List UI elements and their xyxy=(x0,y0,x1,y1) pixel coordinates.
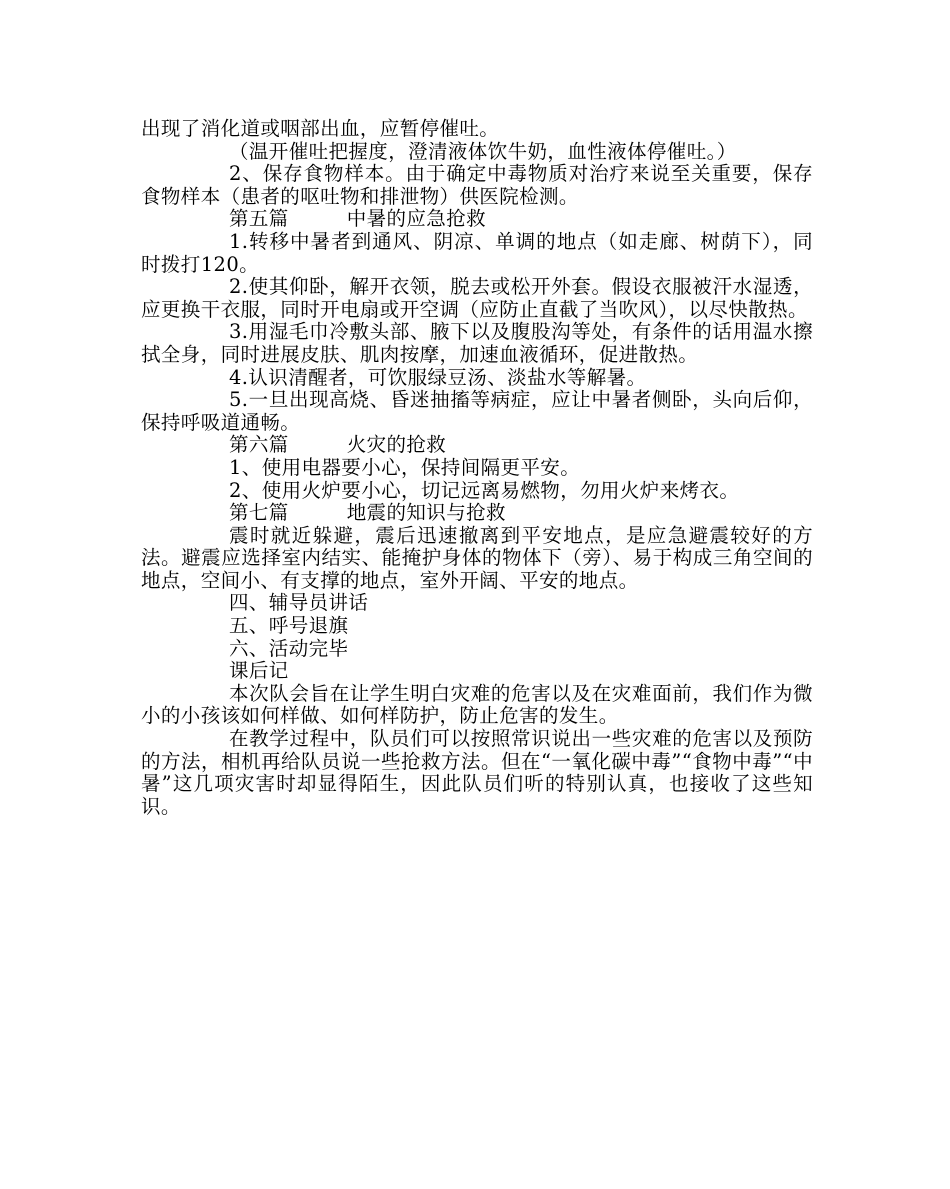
heatstroke-step-1: 1.转移中暑者到通风、阴凉、单调的地点（如走廊、树荫下），同时拨打120。 xyxy=(141,229,813,276)
fire-step-1: 1、使用电器要小心，保持间隔更平安。 xyxy=(229,455,581,479)
section-heading-5 xyxy=(141,208,813,231)
after-class-paragraph-2: 在教学过程中，队员们可以按照常识说出一些灾难的危害以及预防的方法，相机再给队员说一些抢救方法。但在“一氧化碳中毒”“食物中毒”“中暑”这几项灾害时却显得陌生，因此队员们听的特别认真，也接收了这些知识。 xyxy=(141,727,813,818)
section-title: 火灾的抢救 xyxy=(346,433,447,457)
fire-step-2: 2、使用火炉要小心，切记远离易燃物，勿用火炉来烤衣。 xyxy=(229,478,740,502)
section-heading-7 xyxy=(141,502,813,525)
section-title: 地震的知识与抢救 xyxy=(346,501,506,525)
document-page xyxy=(141,118,813,818)
agenda-step-5: 五、呼号退旗 xyxy=(229,614,349,638)
after-class-title: 课后记 xyxy=(229,659,289,683)
heatstroke-step-5: 5.一旦出现高烧、昏迷抽搐等病症，应让中暑者侧卧，头向后仰，保持呼吸道通畅。 xyxy=(141,388,813,434)
heatstroke-step-3: 3.用湿毛巾冷敷头部、腋下以及腹股沟等处，有条件的话用温水擦拭全身，同时进展皮肤、肌肉按摩，加速血液循环，促进散热。 xyxy=(141,320,813,366)
earthquake-paragraph: 震时就近躲避，震后迅速撤离到平安地点，是应急避震较好的方法。避震应选择室内结实、能掩护身体的物体下（旁）、易于构成三角空间的地点，空间小、有支撑的地点，室外开阔、平安的地点。 xyxy=(141,523,813,592)
section-number: 第七篇 xyxy=(229,501,289,525)
heatstroke-step-4: 4.认识清醒者，可饮服绿豆汤、淡盐水等解暑。 xyxy=(229,365,647,389)
after-class-paragraph-1: 本次队会旨在让学生明白灾难的危害以及在灾难面前，我们作为微小的小孩该如何样做、如何样防护，防止危害的发生。 xyxy=(141,681,813,728)
section-number: 第五篇 xyxy=(229,207,289,231)
paragraph-continued: 出现了消化道或咽部出血，应暂停催吐。 xyxy=(141,117,500,140)
heatstroke-step-2: 2.使其仰卧，解开衣领，脱去或松开外套。假设衣服被汗水湿透，应更换干衣服，同时开电扇或开空调（应防止直截了当吹风），以尽快散热。 xyxy=(141,275,813,321)
paragraph-vomit-note: （温开催吐把握度，澄清液体饮牛奶，血性液体停催吐。） xyxy=(229,139,737,163)
paragraph-food-sample: 2、保存食物样本。由于确定中毒物质对治疗来说至关重要，保存食物样本（患者的呕吐物和排泄物）供医院检测。 xyxy=(141,162,813,208)
section-title: 中暑的应急抢救 xyxy=(346,207,487,231)
section-number: 第六篇 xyxy=(229,433,289,457)
agenda-step-6: 六、活动完毕 xyxy=(229,636,349,660)
section-heading-6 xyxy=(141,434,813,457)
agenda-step-4: 四、辅导员讲话 xyxy=(229,591,369,615)
